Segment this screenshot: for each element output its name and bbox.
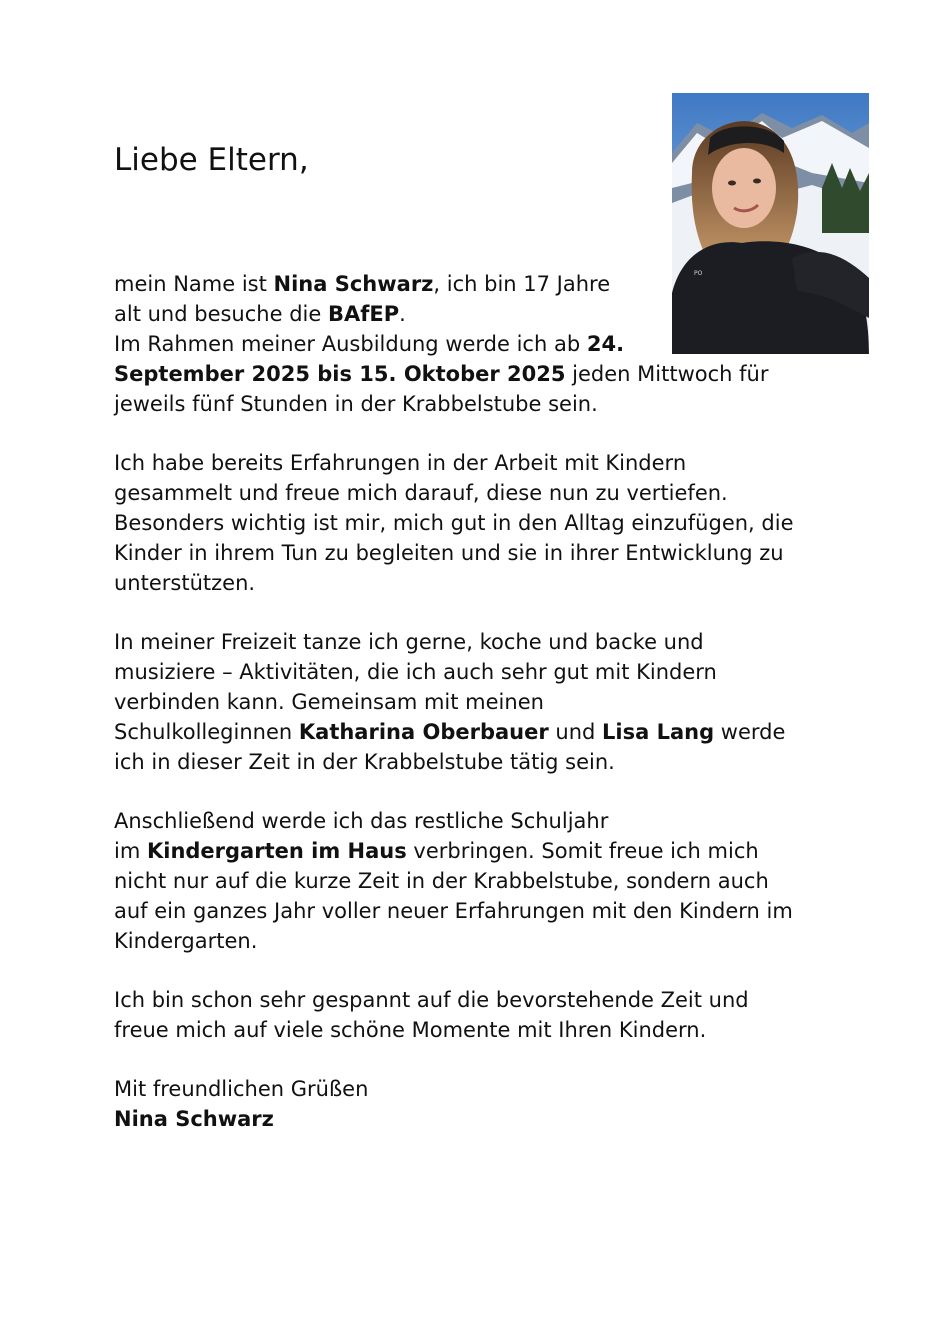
author-name: Nina Schwarz	[273, 272, 434, 296]
colleague-name-2: Lisa Lang	[602, 720, 715, 744]
closing-salutation: Mit freundlichen Grüßen	[114, 1077, 369, 1101]
intro-paragraph: mein Name ist Nina Schwarz, ich bin 17 Jahre alt und besuche die BAfEP. Im Rahmen meiner Ausbildung werde ich ab 24. September 2025 bis 15. Oktober 2025 jeden Mittwoch für jeweils fünf Stunden in der Krabbelstube sein.	[114, 272, 769, 416]
closing-block	[114, 1074, 844, 1134]
date-range: September 2025 bis 15. Oktober 2025	[114, 362, 566, 386]
date-range-start: 24.	[586, 332, 625, 356]
school-name: BAfEP	[327, 302, 400, 326]
signature-name: Nina Schwarz	[114, 1107, 274, 1131]
hobbies-paragraph: In meiner Freizeit tanze ich gerne, koche und backe und musiziere – Aktivitäten, die ich auch sehr gut mit Kindern verbinden kann. Gemeinsam mit meinen Schulkolleginnen Katharina Oberbauer und Lisa Lang werde ich in dieser Zeit in der Krabbelstube tätig sein.	[114, 630, 786, 774]
experience-paragraph: Ich habe bereits Erfahrungen in der Arbeit mit Kindern gesammelt und freue mich darauf, diese nun zu vertiefen. Besonders wichtig ist mir, mich gut in den Alltag einzufügen, die Kinder in ihrem Tun zu begleiten und sie in ihrer Entwicklung zu unterstützen.	[114, 451, 794, 595]
svg-text:PO: PO	[694, 270, 703, 277]
kindergarten-paragraph: Anschließend werde ich das restliche Schuljahr im Kindergarten im Haus verbringen. Somit freue ich mich nicht nur auf die kurze Zeit in der Krabbelstube, sondern auch auf ein ganzes Jahr voller neuer Erfahrungen mit den Kindern im Kindergarten.	[114, 809, 793, 953]
kindergarten-name: Kindergarten im Haus	[146, 839, 407, 863]
greeting-heading: Liebe Eltern,	[114, 142, 309, 178]
anticipation-paragraph: Ich bin schon sehr gespannt auf die bevorstehende Zeit und freue mich auf viele schöne Momente mit Ihren Kindern.	[114, 988, 749, 1042]
colleague-name-1: Katharina Oberbauer	[298, 720, 549, 744]
letter-body	[114, 269, 844, 1134]
